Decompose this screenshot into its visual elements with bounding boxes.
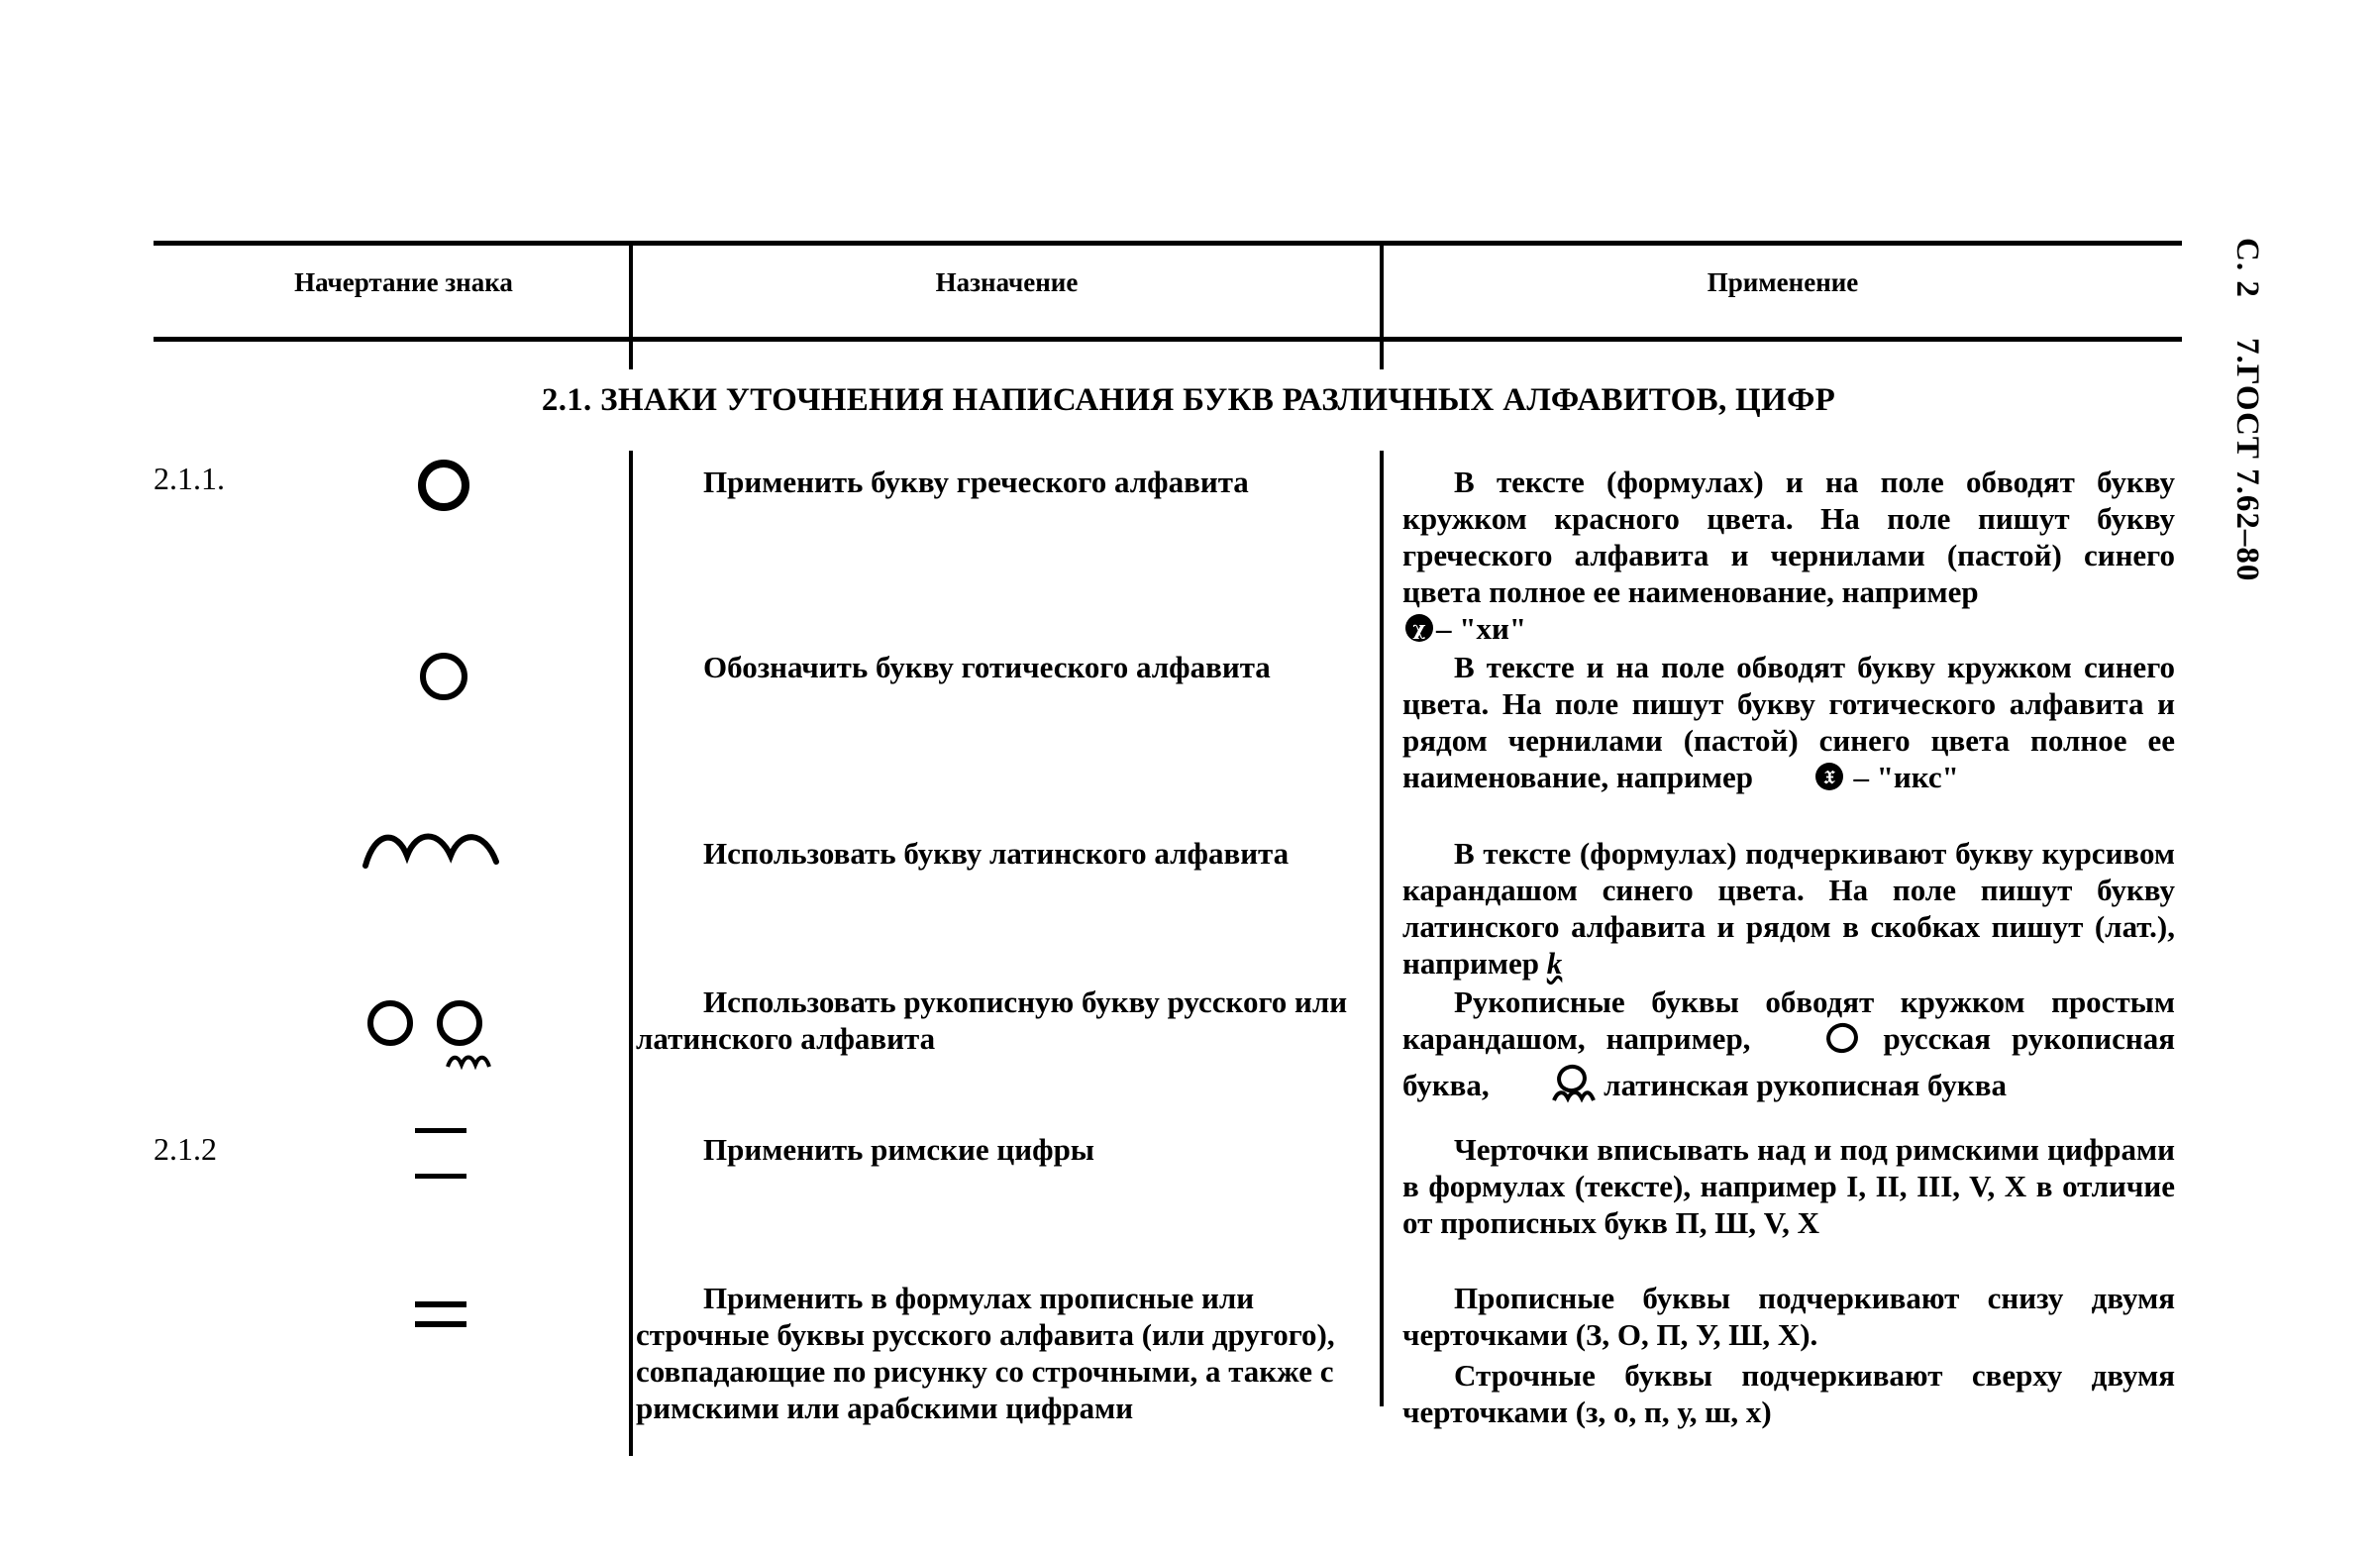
row-purpose: Применить букву греческого алфавита — [703, 465, 1249, 499]
row-purpose: Обозначить букву готического алфавита — [703, 650, 1271, 684]
row-application: Черточки вписывать над и под римскими цифрами в формулах (тексте), например I, II, III, V, X в отличие от прописных букв П, Ш, V, X — [1402, 1132, 2175, 1240]
row-number: 2.1.1. — [154, 461, 225, 496]
header-divider-2 — [1380, 241, 1384, 369]
circled-chi-icon — [1351, 611, 1436, 653]
application-text: В тексте (формулах) подчеркивают букву курсивом карандашом синего цвета. На поле пишут букву латинского алфавита и рядом в скобках пишут (лат.), например — [1402, 836, 2175, 981]
application-text-2: русская рукописная буква, — [1402, 1021, 2175, 1102]
application-text: В тексте и на поле обводят букву кружком синего цвета. На поле пишут букву готического алфавита и рядом чернилами (пастой) синего цвета полное ее наименование, например — [1402, 650, 2175, 794]
row-application — [1402, 464, 2175, 653]
circle-icon — [416, 649, 471, 709]
application-text-2: Строчные буквы подчеркивают сверху двумя черточками (з, о, п, у, ш, х) — [1402, 1358, 2175, 1429]
application-text: В тексте (формулах) и на поле обводят букву кружком красного цвета. На поле пишут букву греческого алфавита и чернилами (пастой) синего цвета полное ее наименование, например — [1402, 465, 2175, 609]
application-text-1: Прописные буквы подчеркивают снизу двумя черточками (З, О, П, У, Ш, Х). — [1402, 1281, 2175, 1352]
row-purpose: Применить в формулах прописные или строчные буквы русского алфавита (или другого), совпадающие по рисунку со строчными, а также с римскими или арабскими цифрами — [636, 1281, 1335, 1425]
row-purpose: Использовать рукописную букву русского или латинского алфавита — [636, 984, 1348, 1056]
application-text-3: латинская рукописная буква — [1604, 1068, 2007, 1102]
standard-number: 7.ГОСТ 7.62–80 — [2229, 337, 2265, 582]
bold-circle-icon — [416, 458, 471, 518]
row-purpose: Применить римские цифры — [703, 1132, 1095, 1167]
body-divider-1 — [629, 451, 633, 1456]
over-under-bars-icon — [411, 1124, 470, 1189]
two-circles-icon — [364, 995, 513, 1089]
body-divider-2 — [1380, 451, 1384, 1406]
handwritten-circle-wavy-icon — [1497, 1063, 1596, 1114]
header-divider-1 — [629, 241, 633, 369]
table-header-rule — [154, 337, 2182, 342]
row-application — [1402, 1280, 2175, 1430]
side-label — [2228, 238, 2265, 581]
circled-gothic-x-icon — [1761, 760, 1846, 801]
row-application — [1402, 835, 2175, 982]
wavy-underline-icon — [362, 822, 500, 877]
header-purpose: Назначение — [935, 267, 1079, 297]
double-bar-icon — [411, 1297, 470, 1336]
handwritten-circle-icon — [1771, 1021, 1862, 1063]
svg-text:χ: χ — [1412, 615, 1426, 640]
header-application: Применение — [1707, 267, 1859, 297]
application-text-1: Рукописные буквы обводят кружком простым карандашом, например, — [1402, 984, 2175, 1056]
row-purpose: Использовать букву латинского алфавита — [703, 836, 1290, 871]
application-tail: – "икс" — [1853, 760, 1959, 794]
row-application — [1402, 984, 2175, 1114]
header-glyph: Начертание знака — [294, 267, 513, 297]
svg-text:𝔛: 𝔛 — [1823, 767, 1835, 788]
section-title: 2.1. ЗНАКИ УТОЧНЕНИЯ НАПИСАНИЯ БУКВ РАЗЛИЧНЫХ АЛФАВИТОВ, ЦИФР — [541, 382, 1836, 418]
row-application — [1402, 649, 2175, 801]
example-letter: k — [1546, 946, 1563, 981]
table-top-rule — [154, 241, 2182, 246]
row-number: 2.1.2 — [154, 1131, 217, 1167]
page-number: С. 2 — [2229, 238, 2265, 298]
application-tail: – "хи" — [1436, 611, 1527, 646]
